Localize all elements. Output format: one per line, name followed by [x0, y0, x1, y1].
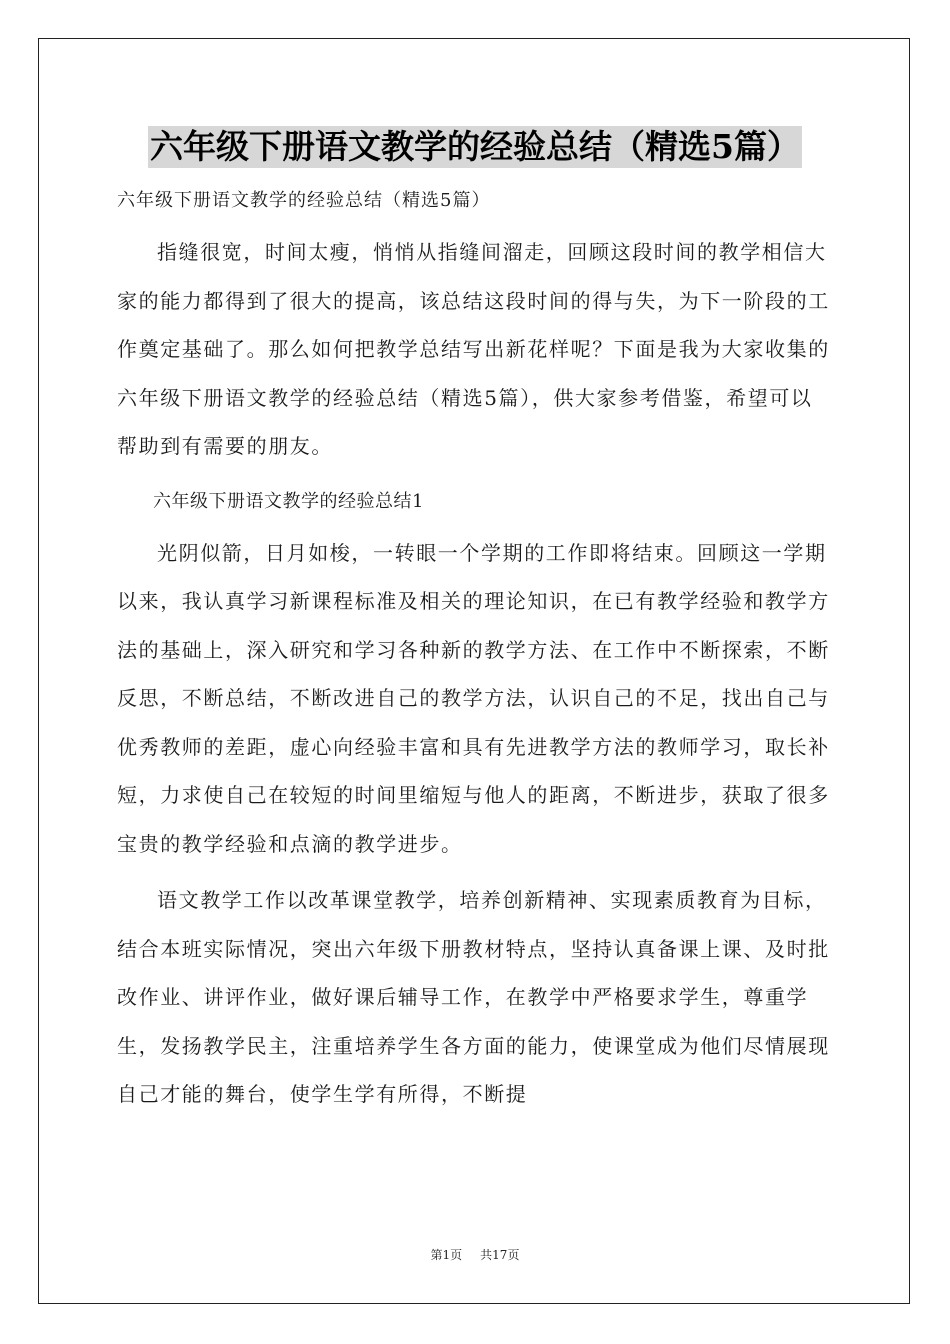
body-paragraph-2: 语文教学工作以改革课堂教学，培养创新精神、实现素质教育为目标，结合本班实际情况，突出六年级下册教材特点，坚持认真备课上课、及时批改作业、讲评作业，做好课后辅导工作，在教学中严格要求学生，尊重学生，发扬教学民主，注重培养学生各方面的能力，使课堂成为他们尽情展现自己才能的舞台，使学生学有所得，不断提: [117, 888, 830, 1106]
page-total: 共17页: [480, 1248, 520, 1262]
page-footer: [0, 1247, 950, 1263]
document-title: 六年级下册语文教学的经验总结（精选5篇）: [150, 127, 800, 166]
section-title: 六年级下册语文教学的经验总结1: [153, 490, 424, 512]
body-paragraph-1: 光阴似箭，日月如梭，一转眼一个学期的工作即将结束。回顾这一学期以来，我认真学习新课程标准及相关的理论知识，在已有教学经验和教学方法的基础上，深入研究和学习各种新的教学方法、在工作中不断探索，不断反思，不断总结，不断改进自己的教学方法，认识自己的不足，找出自己与优秀教师的差距，虚心向经验丰富和具有先进教学方法的教师学习，取长补短，力求使自己在较短的时间里缩短与他人的距离，不断进步，获取了很多宝贵的教学经验和点滴的教学进步。: [117, 540, 830, 856]
document-subtitle: 六年级下册语文教学的经验总结（精选5篇）: [117, 190, 491, 211]
title-container: [0, 126, 950, 168]
intro-paragraph: 指缝很宽，时间太瘦，悄悄从指缝间溜走，回顾这段时间的教学相信大家的能力都得到了很大的提高，该总结这段时间的得与失，为下一阶段的工作奠定基础了。那么如何把教学总结写出新花样呢？下面是我为大家收集的六年级下册语文教学的经验总结（精选5篇），供大家参考借鉴，希望可以帮助到有需要的朋友。: [117, 240, 830, 458]
page-number: 第1页: [430, 1248, 463, 1262]
document-body: [117, 184, 833, 1119]
